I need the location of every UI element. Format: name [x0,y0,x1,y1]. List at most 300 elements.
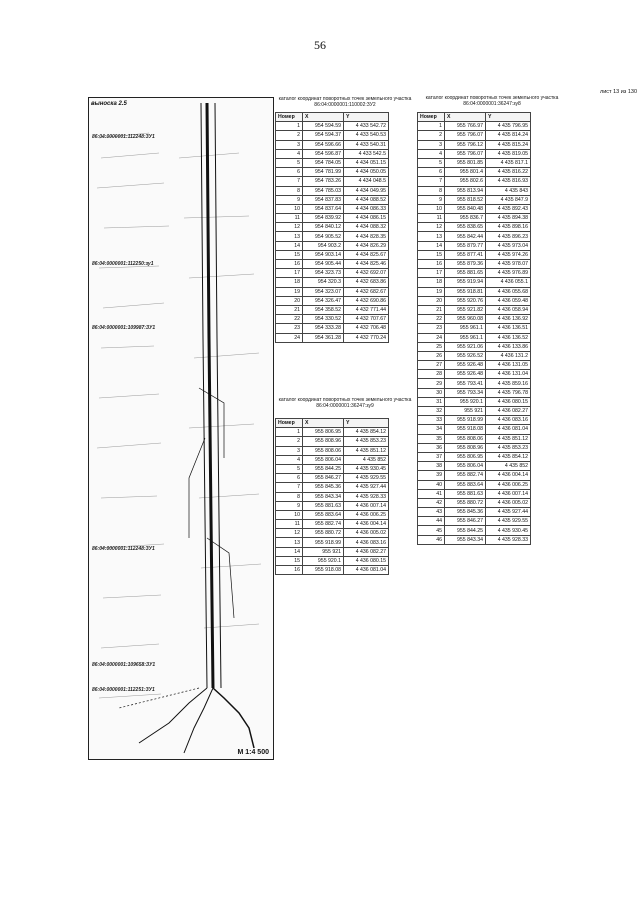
table-row [418,250,531,259]
page-number: 56 [314,38,326,52]
y-coordinate: 4 436 136.92 [486,315,531,324]
table-row [418,140,531,149]
point-number: 7 [418,177,445,186]
table-row [418,517,531,526]
point-number: 3 [276,140,303,149]
col-x: X [303,419,344,428]
table-row [276,455,389,464]
table-row [418,489,531,498]
x-coordinate: 955 961.1 [445,324,486,333]
point-number: 5 [276,464,303,473]
y-coordinate: 4 435 816.93 [486,177,531,186]
point-number: 16 [276,260,303,269]
x-coordinate: 955 796.07 [445,149,486,158]
x-coordinate: 955 882.74 [445,471,486,480]
table2 [275,418,389,575]
x-coordinate: 955 881.65 [445,269,486,278]
col-x: X [303,113,344,122]
x-coordinate: 955 846.27 [303,474,344,483]
table-row [276,446,389,455]
table-row [276,547,389,556]
y-coordinate: 4 435 976.89 [486,269,531,278]
table-row [418,471,531,480]
y-coordinate: 4 434 050.05 [344,168,389,177]
x-coordinate: 955 813.94 [445,186,486,195]
y-coordinate: 4 436 082.27 [486,407,531,416]
table-row [276,510,389,519]
point-number: 22 [418,315,445,324]
x-coordinate: 955 845.36 [303,483,344,492]
x-coordinate: 955 920.76 [445,296,486,305]
x-coordinate: 954 323.73 [303,269,344,278]
x-coordinate: 954 333.28 [303,324,344,333]
x-coordinate: 954 326.47 [303,296,344,305]
x-coordinate: 955 879.77 [445,241,486,250]
x-coordinate: 955 921 [303,547,344,556]
x-coordinate: 955 961.1 [445,333,486,342]
table-row [276,492,389,501]
table-row [418,443,531,452]
x-coordinate: 955 808.96 [303,437,344,446]
table-row [418,214,531,223]
y-coordinate: 4 435 796.95 [486,122,531,131]
point-number: 20 [276,296,303,305]
y-coordinate: 4 436 059.48 [486,296,531,305]
y-coordinate: 4 435 796.78 [486,388,531,397]
y-coordinate: 4 434 088.32 [344,223,389,232]
table-row [276,437,389,446]
y-coordinate: 4 434 828.35 [344,232,389,241]
table-row [418,535,531,544]
x-coordinate: 955 793.41 [445,379,486,388]
x-coordinate: 955 919.94 [445,278,486,287]
table-row [418,278,531,287]
point-number: 27 [418,361,445,370]
x-coordinate: 955 881.63 [303,501,344,510]
point-number: 2 [276,131,303,140]
x-coordinate: 955 806.95 [445,452,486,461]
point-number: 6 [276,474,303,483]
point-number: 32 [418,407,445,416]
x-coordinate: 954 361.28 [303,333,344,342]
y-coordinate: 4 435 816.22 [486,168,531,177]
table-row [418,223,531,232]
table-row [276,305,389,314]
point-number: 21 [418,305,445,314]
x-coordinate: 955 842.44 [445,232,486,241]
table-row [276,538,389,547]
y-coordinate: 4 436 055.68 [486,287,531,296]
y-coordinate: 4 436 083.16 [486,416,531,425]
point-number: 35 [418,434,445,443]
table-row [276,520,389,529]
parcel-label: 86:04:0000001:112250:зу1 [92,261,154,267]
x-coordinate: 955 766.97 [445,122,486,131]
y-coordinate: 4 432 707.67 [344,315,389,324]
table-row [418,177,531,186]
y-coordinate: 4 432 682.67 [344,287,389,296]
col-y: Y [486,113,531,122]
y-coordinate: 4 432 771.44 [344,305,389,314]
x-coordinate: 954 905.52 [303,232,344,241]
x-coordinate: 955 796.07 [445,131,486,140]
table-row [418,241,531,250]
table-row [276,474,389,483]
y-coordinate: 4 435 928.33 [344,492,389,501]
y-coordinate: 4 434 051.15 [344,158,389,167]
x-coordinate: 955 877.41 [445,250,486,259]
point-number: 1 [276,428,303,437]
y-coordinate: 4 436 082.27 [344,547,389,556]
table-row [418,158,531,167]
col-num: Номер [276,419,303,428]
point-number: 5 [418,158,445,167]
x-coordinate: 955 926.52 [445,351,486,360]
point-number: 19 [418,287,445,296]
x-coordinate: 955 921.06 [445,342,486,351]
y-coordinate: 4 436 133.86 [486,342,531,351]
x-coordinate: 954 903.14 [303,250,344,259]
point-number: 2 [276,437,303,446]
y-coordinate: 4 435 929.55 [486,517,531,526]
x-coordinate: 955 881.63 [445,489,486,498]
y-coordinate: 4 432 770.24 [344,333,389,342]
col-num: Номер [418,113,445,122]
table3-caption: каталог координат поворотных точек земельного участка 86:04:0000001:36247:зу8 [425,95,559,107]
table-row [418,462,531,471]
x-coordinate: 955 883.64 [303,510,344,519]
y-coordinate: 4 436 005.02 [344,529,389,538]
x-coordinate: 955 845.36 [445,508,486,517]
x-coordinate: 954 840.12 [303,223,344,232]
table2-caption: каталог координат поворотных точек земельного участка 86:04:0000001:36247:зу9 [278,397,412,409]
point-number: 37 [418,452,445,461]
point-number: 11 [276,520,303,529]
x-coordinate: 955 921.82 [445,305,486,314]
point-number: 8 [276,492,303,501]
x-coordinate: 954 837.64 [303,204,344,213]
point-number: 11 [276,214,303,223]
point-number: 22 [276,315,303,324]
point-number: 17 [418,269,445,278]
table-row [418,416,531,425]
x-coordinate: 955 808.06 [303,446,344,455]
x-coordinate: 955 918.99 [445,416,486,425]
point-number: 23 [418,324,445,333]
y-coordinate: 4 436 136.52 [486,333,531,342]
x-coordinate: 955 920.1 [445,397,486,406]
y-coordinate: 4 435 927.44 [344,483,389,492]
point-number: 29 [418,379,445,388]
col-num: Номер [276,113,303,122]
table-row [276,149,389,158]
y-coordinate: 4 434 825.67 [344,250,389,259]
y-coordinate: 4 432 692.07 [344,269,389,278]
table-row [276,168,389,177]
table-row [418,342,531,351]
table-row [418,168,531,177]
x-coordinate: 955 921 [445,407,486,416]
table3 [417,112,531,545]
y-coordinate: 4 435 978.07 [486,260,531,269]
point-number: 45 [418,526,445,535]
x-coordinate: 954 323.07 [303,287,344,296]
point-number: 3 [276,446,303,455]
table-row [418,526,531,535]
point-number: 42 [418,498,445,507]
table-row [418,195,531,204]
y-coordinate: 4 434 049.95 [344,186,389,195]
x-coordinate: 955 818.52 [445,195,486,204]
y-coordinate: 4 435 974.26 [486,250,531,259]
point-number: 44 [418,517,445,526]
y-coordinate: 4 436 131.2 [486,351,531,360]
x-coordinate: 955 844.25 [303,464,344,473]
y-coordinate: 4 436 055.1 [486,278,531,287]
x-coordinate: 954 596.87 [303,149,344,158]
table1-caption: каталог координат поворотных точек земельного участка 86:04:0000001:110002:ЗУ2 [278,96,412,108]
table-row [418,204,531,213]
point-number: 10 [276,510,303,519]
y-coordinate: 4 436 131.05 [486,361,531,370]
y-coordinate: 4 435 853.23 [344,437,389,446]
table-row [276,186,389,195]
point-number: 24 [418,333,445,342]
table-row [418,296,531,305]
x-coordinate: 955 926.48 [445,370,486,379]
table-row [418,508,531,517]
x-coordinate: 955 918.99 [303,538,344,547]
x-coordinate: 955 808.06 [445,434,486,443]
col-x: X [445,113,486,122]
col-y: Y [344,113,389,122]
point-number: 25 [418,342,445,351]
table-row [418,379,531,388]
x-coordinate: 955 840.48 [445,204,486,213]
table-row [418,351,531,360]
table-row [418,305,531,314]
y-coordinate: 4 435 930.45 [486,526,531,535]
point-number: 12 [418,223,445,232]
x-coordinate: 954 781.99 [303,168,344,177]
parcel-label: 86:04:0000001:109987:ЗУ1 [92,325,156,331]
map-inset [88,97,274,760]
table-row [418,260,531,269]
table-row [276,232,389,241]
point-number: 31 [418,397,445,406]
table-row [276,483,389,492]
x-coordinate: 955 882.74 [303,520,344,529]
y-coordinate: 4 436 131.04 [486,370,531,379]
y-coordinate: 4 432 683.86 [344,278,389,287]
point-number: 12 [276,223,303,232]
y-coordinate: 4 435 930.45 [344,464,389,473]
y-coordinate: 4 435 854.12 [486,452,531,461]
y-coordinate: 4 433 542.72 [344,122,389,131]
table-row [418,452,531,461]
col-y: Y [344,419,389,428]
point-number: 14 [418,241,445,250]
point-number: 30 [418,388,445,397]
y-coordinate: 4 435 853.23 [486,443,531,452]
y-coordinate: 4 436 083.16 [344,538,389,547]
x-coordinate: 955 883.64 [445,480,486,489]
table-row [418,397,531,406]
table-row [276,269,389,278]
y-coordinate: 4 435 894.38 [486,214,531,223]
y-coordinate: 4 433 540.53 [344,131,389,140]
point-number: 4 [276,455,303,464]
point-number: 16 [276,566,303,575]
y-coordinate: 4 435 817.1 [486,158,531,167]
x-coordinate: 955 926.48 [445,361,486,370]
y-coordinate: 4 435 859.16 [486,379,531,388]
table-row [418,361,531,370]
point-number: 28 [418,370,445,379]
x-coordinate: 954 594.59 [303,122,344,131]
x-coordinate: 955 806.95 [303,428,344,437]
table-row [418,287,531,296]
table-row [276,501,389,510]
table-row [276,333,389,342]
y-coordinate: 4 435 927.44 [486,508,531,517]
table-row [276,315,389,324]
point-number: 17 [276,269,303,278]
y-coordinate: 4 434 048.5 [344,177,389,186]
point-number: 39 [418,471,445,480]
table-row [276,287,389,296]
y-coordinate: 4 436 080.15 [344,556,389,565]
table-row [276,324,389,333]
point-number: 19 [276,287,303,296]
table-row [276,529,389,538]
point-number: 4 [418,149,445,158]
point-number: 18 [276,278,303,287]
y-coordinate: 4 433 542.5 [344,149,389,158]
x-coordinate: 955 920.1 [303,556,344,565]
point-number: 4 [276,149,303,158]
y-coordinate: 4 435 851.12 [344,446,389,455]
point-number: 5 [276,158,303,167]
table-row [418,498,531,507]
table-row [418,149,531,158]
table-row [418,269,531,278]
x-coordinate: 955 801.85 [445,158,486,167]
map-drawing [89,98,273,759]
x-coordinate: 954 783.26 [303,177,344,186]
y-coordinate: 4 436 080.15 [486,397,531,406]
table-row [276,241,389,250]
y-coordinate: 4 435 819.05 [486,149,531,158]
point-number: 41 [418,489,445,498]
x-coordinate: 954 784.05 [303,158,344,167]
y-coordinate: 4 435 843 [486,186,531,195]
y-coordinate: 4 436 136.51 [486,324,531,333]
table-row [418,434,531,443]
table-row [418,388,531,397]
point-number: 18 [418,278,445,287]
table-row [276,464,389,473]
table-row [276,158,389,167]
table-row [276,204,389,213]
point-number: 38 [418,462,445,471]
point-number: 2 [418,131,445,140]
point-number: 24 [276,333,303,342]
x-coordinate: 954 320.3 [303,278,344,287]
point-number: 14 [276,241,303,250]
point-number: 14 [276,547,303,556]
x-coordinate: 955 843.34 [303,492,344,501]
x-coordinate: 955 844.25 [445,526,486,535]
y-coordinate: 4 436 081.04 [486,425,531,434]
y-coordinate: 4 434 825.46 [344,260,389,269]
x-coordinate: 955 808.96 [445,443,486,452]
x-coordinate: 955 802.6 [445,177,486,186]
point-number: 23 [276,324,303,333]
y-coordinate: 4 434 086.15 [344,214,389,223]
table-row [418,407,531,416]
point-number: 9 [276,501,303,510]
x-coordinate: 955 918.08 [303,566,344,575]
y-coordinate: 4 435 852 [486,462,531,471]
table-row [276,214,389,223]
point-number: 6 [418,168,445,177]
y-coordinate: 4 432 690.86 [344,296,389,305]
table-row [418,186,531,195]
x-coordinate: 955 918.08 [445,425,486,434]
x-coordinate: 954 596.66 [303,140,344,149]
parcel-label: 86:04:0000001:112251:ЗУ1 [92,687,155,693]
x-coordinate: 955 806.04 [303,455,344,464]
y-coordinate: 4 436 005.02 [486,498,531,507]
table1 [275,112,389,343]
point-number: 46 [418,535,445,544]
x-coordinate: 954 785.03 [303,186,344,195]
table-row [276,260,389,269]
y-coordinate: 4 435 852 [344,455,389,464]
y-coordinate: 4 432 706.48 [344,324,389,333]
x-coordinate: 955 880.72 [445,498,486,507]
x-coordinate: 954 330.52 [303,315,344,324]
point-number: 13 [418,232,445,241]
x-coordinate: 954 839.92 [303,214,344,223]
table-row [418,131,531,140]
point-number: 13 [276,232,303,241]
table-row [276,296,389,305]
point-number: 34 [418,425,445,434]
point-number: 8 [276,186,303,195]
point-number: 1 [276,122,303,131]
point-number: 3 [418,140,445,149]
y-coordinate: 4 436 007.14 [486,489,531,498]
parcel-label: 86:04:0000001:109658:ЗУ1 [92,662,156,668]
table-row [276,140,389,149]
point-number: 9 [276,195,303,204]
point-number: 9 [418,195,445,204]
table-row [418,232,531,241]
x-coordinate: 955 796.12 [445,140,486,149]
x-coordinate: 955 918.81 [445,287,486,296]
point-number: 16 [418,260,445,269]
y-coordinate: 4 435 973.04 [486,241,531,250]
x-coordinate: 955 880.72 [303,529,344,538]
point-number: 33 [418,416,445,425]
table-row [276,122,389,131]
table-row [276,250,389,259]
point-number: 15 [276,556,303,565]
point-number: 13 [276,538,303,547]
x-coordinate: 955 843.34 [445,535,486,544]
